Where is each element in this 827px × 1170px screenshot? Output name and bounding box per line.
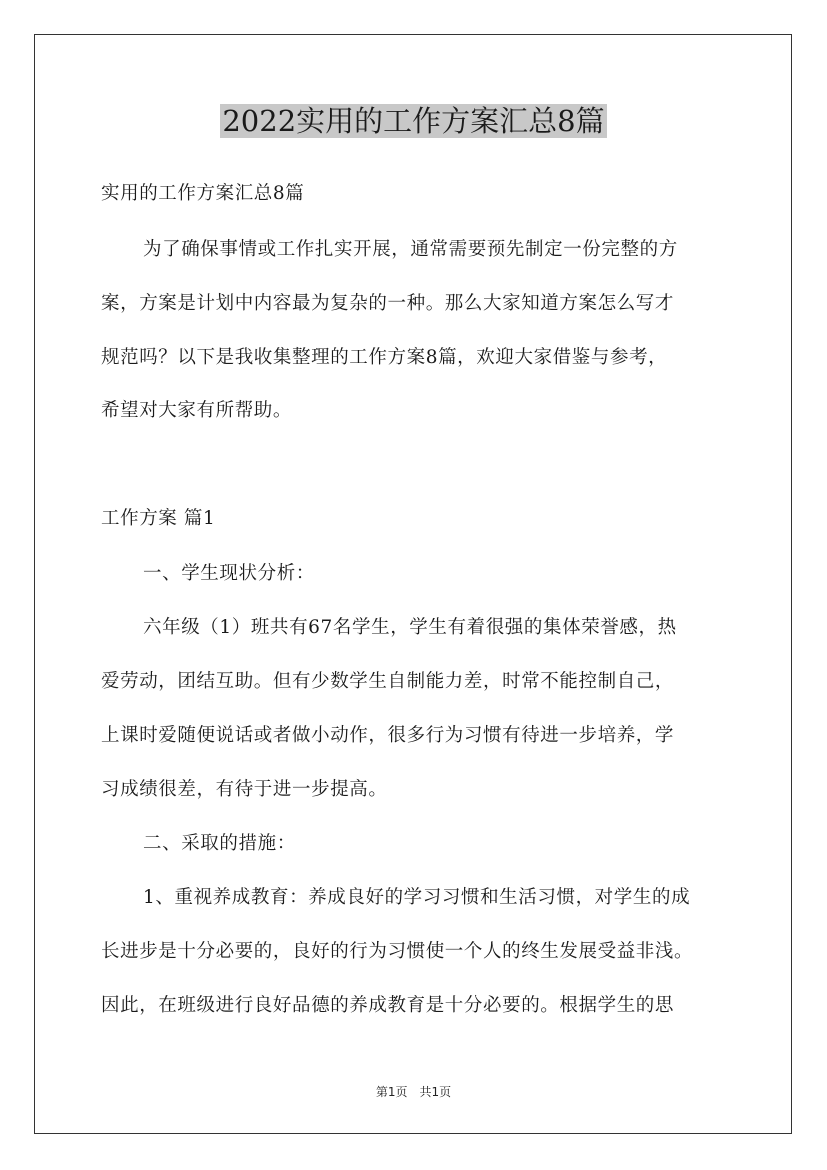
part1-heading: 一、学生现状分析： [143, 563, 315, 584]
part1-line-3: 上课时爱随便说话或者做小动作，很多行为习惯有待进一步培养，学 [101, 725, 675, 746]
page-footer: 第1页 共1页 [375, 1085, 452, 1099]
document-title [0, 100, 827, 142]
part2-line-2: 长进步是十分必要的，良好的行为习惯使一个人的终生发展受益非浅。 [101, 941, 694, 962]
intro-line-1: 为了确保事情或工作扎实开展，通常需要预先制定一份完整的方 [143, 239, 678, 260]
part1-line-2: 爱劳动，团结互助。但有少数学生自制能力差，时常不能控制自己， [101, 671, 675, 692]
part2-line-3: 因此，在班级进行良好品德的养成教育是十分必要的。根据学生的思 [101, 995, 675, 1016]
document-title-text: 2022实用的工作方案汇总8篇 [222, 104, 605, 138]
intro-line-4: 希望对大家有所帮助。 [101, 400, 293, 421]
part2-line-1: 1、重视养成教育：养成良好的学习习惯和生活习惯，对学生的成 [143, 887, 691, 908]
document-subtitle: 实用的工作方案汇总8篇 [101, 183, 305, 204]
part1-line-1: 六年级（1）班共有67名学生，学生有着很强的集体荣誉感，热 [143, 617, 677, 638]
section-heading: 工作方案 篇1 [101, 508, 216, 529]
intro-line-2: 案，方案是计划中内容最为复杂的一种。那么大家知道方案怎么写才 [101, 293, 675, 314]
part2-heading: 二、采取的措施： [143, 833, 296, 854]
part1-line-4: 习成绩很差，有待于进一步提高。 [101, 779, 388, 800]
intro-line-3: 规范吗？以下是我收集整理的工作方案8篇，欢迎大家借鉴与参考， [101, 347, 668, 368]
